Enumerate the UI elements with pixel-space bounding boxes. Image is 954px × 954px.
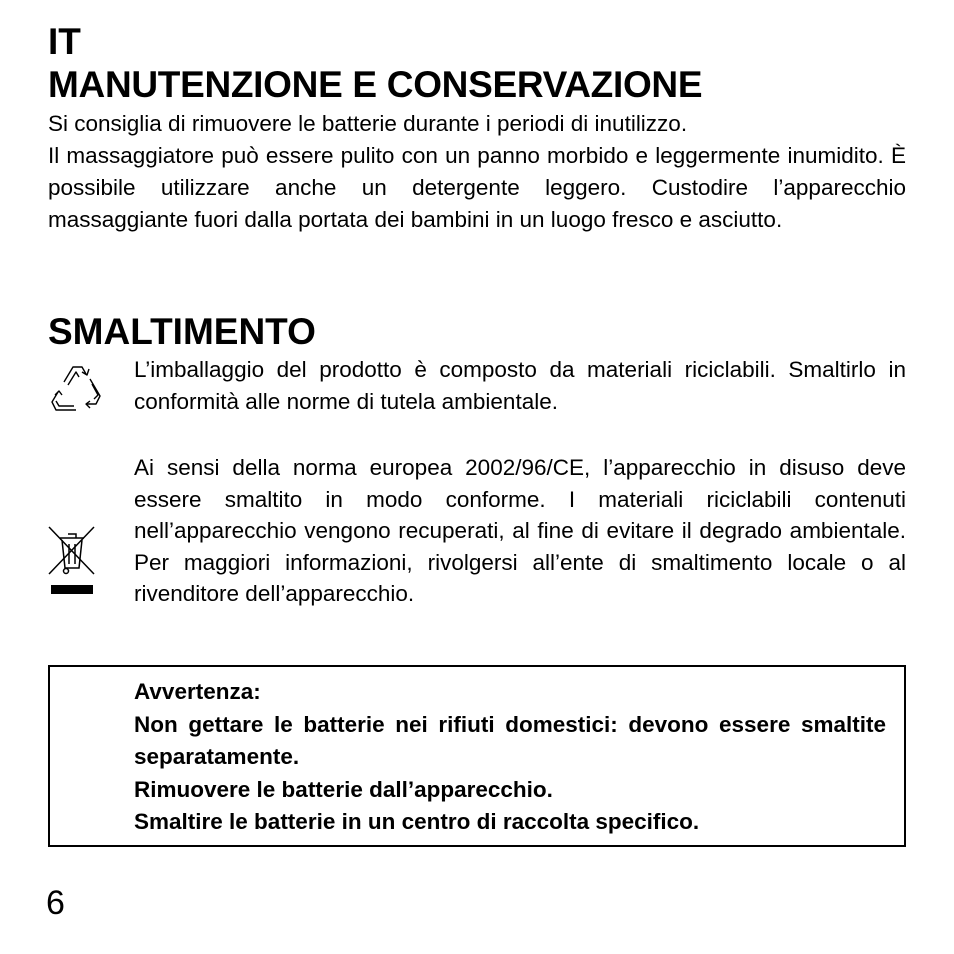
recycle-icon xyxy=(46,360,106,418)
packaging-recycling-text: L’imballaggio del prodotto è composto da materiali riciclabili. Smaltirlo in conformità alle norme di tutela ambientale. xyxy=(134,357,906,414)
warning-content xyxy=(134,676,886,839)
crossed-out-bin-icon xyxy=(46,524,98,596)
weee-directive-text: Ai sensi della norma europea 2002/96/CE, l’apparecchio in disuso deve essere smaltito in modo conforme. I materiali riciclabili contenuti nell’apparecchio vengono recuperati, al fine di evitare il degrado ambientale. Per maggiori informazioni, rivolgersi all’ente di smaltimento locale o al rivenditore dell’apparecchio. xyxy=(134,455,906,606)
maintenance-paragraph-cleaning: Il massaggiatore può essere pulito con un panno morbido e leggermente inumidito. È possibile utilizzare anche un detergente leggero. Custodire l’apparecchio massaggiante fuori dalla portata dei bambini in un luogo fresco e asciutto. xyxy=(48,143,906,232)
page-number: 6 xyxy=(46,884,65,922)
maintenance-paragraph-batteries: Si consiglia di rimuovere le batterie durante i periodi di inutilizzo. xyxy=(48,111,688,136)
section-title-disposal: SMALTIMENTO xyxy=(48,311,316,352)
warning-heading: Avvertenza: xyxy=(134,679,261,704)
warning-line-remove-batteries: Rimuovere le batterie dall’apparecchio. xyxy=(134,776,553,802)
section-title-maintenance: MANUTENZIONE E CONSERVAZIONE xyxy=(48,64,703,105)
language-code: IT xyxy=(48,21,81,62)
warning-line-collection-point: Smaltire le batterie in un centro di raccolta specifico. xyxy=(134,809,700,834)
warning-line-no-household-waste: Non gettare le batterie nei rifiuti domestici: devono essere smaltite separatamente. xyxy=(134,711,886,769)
